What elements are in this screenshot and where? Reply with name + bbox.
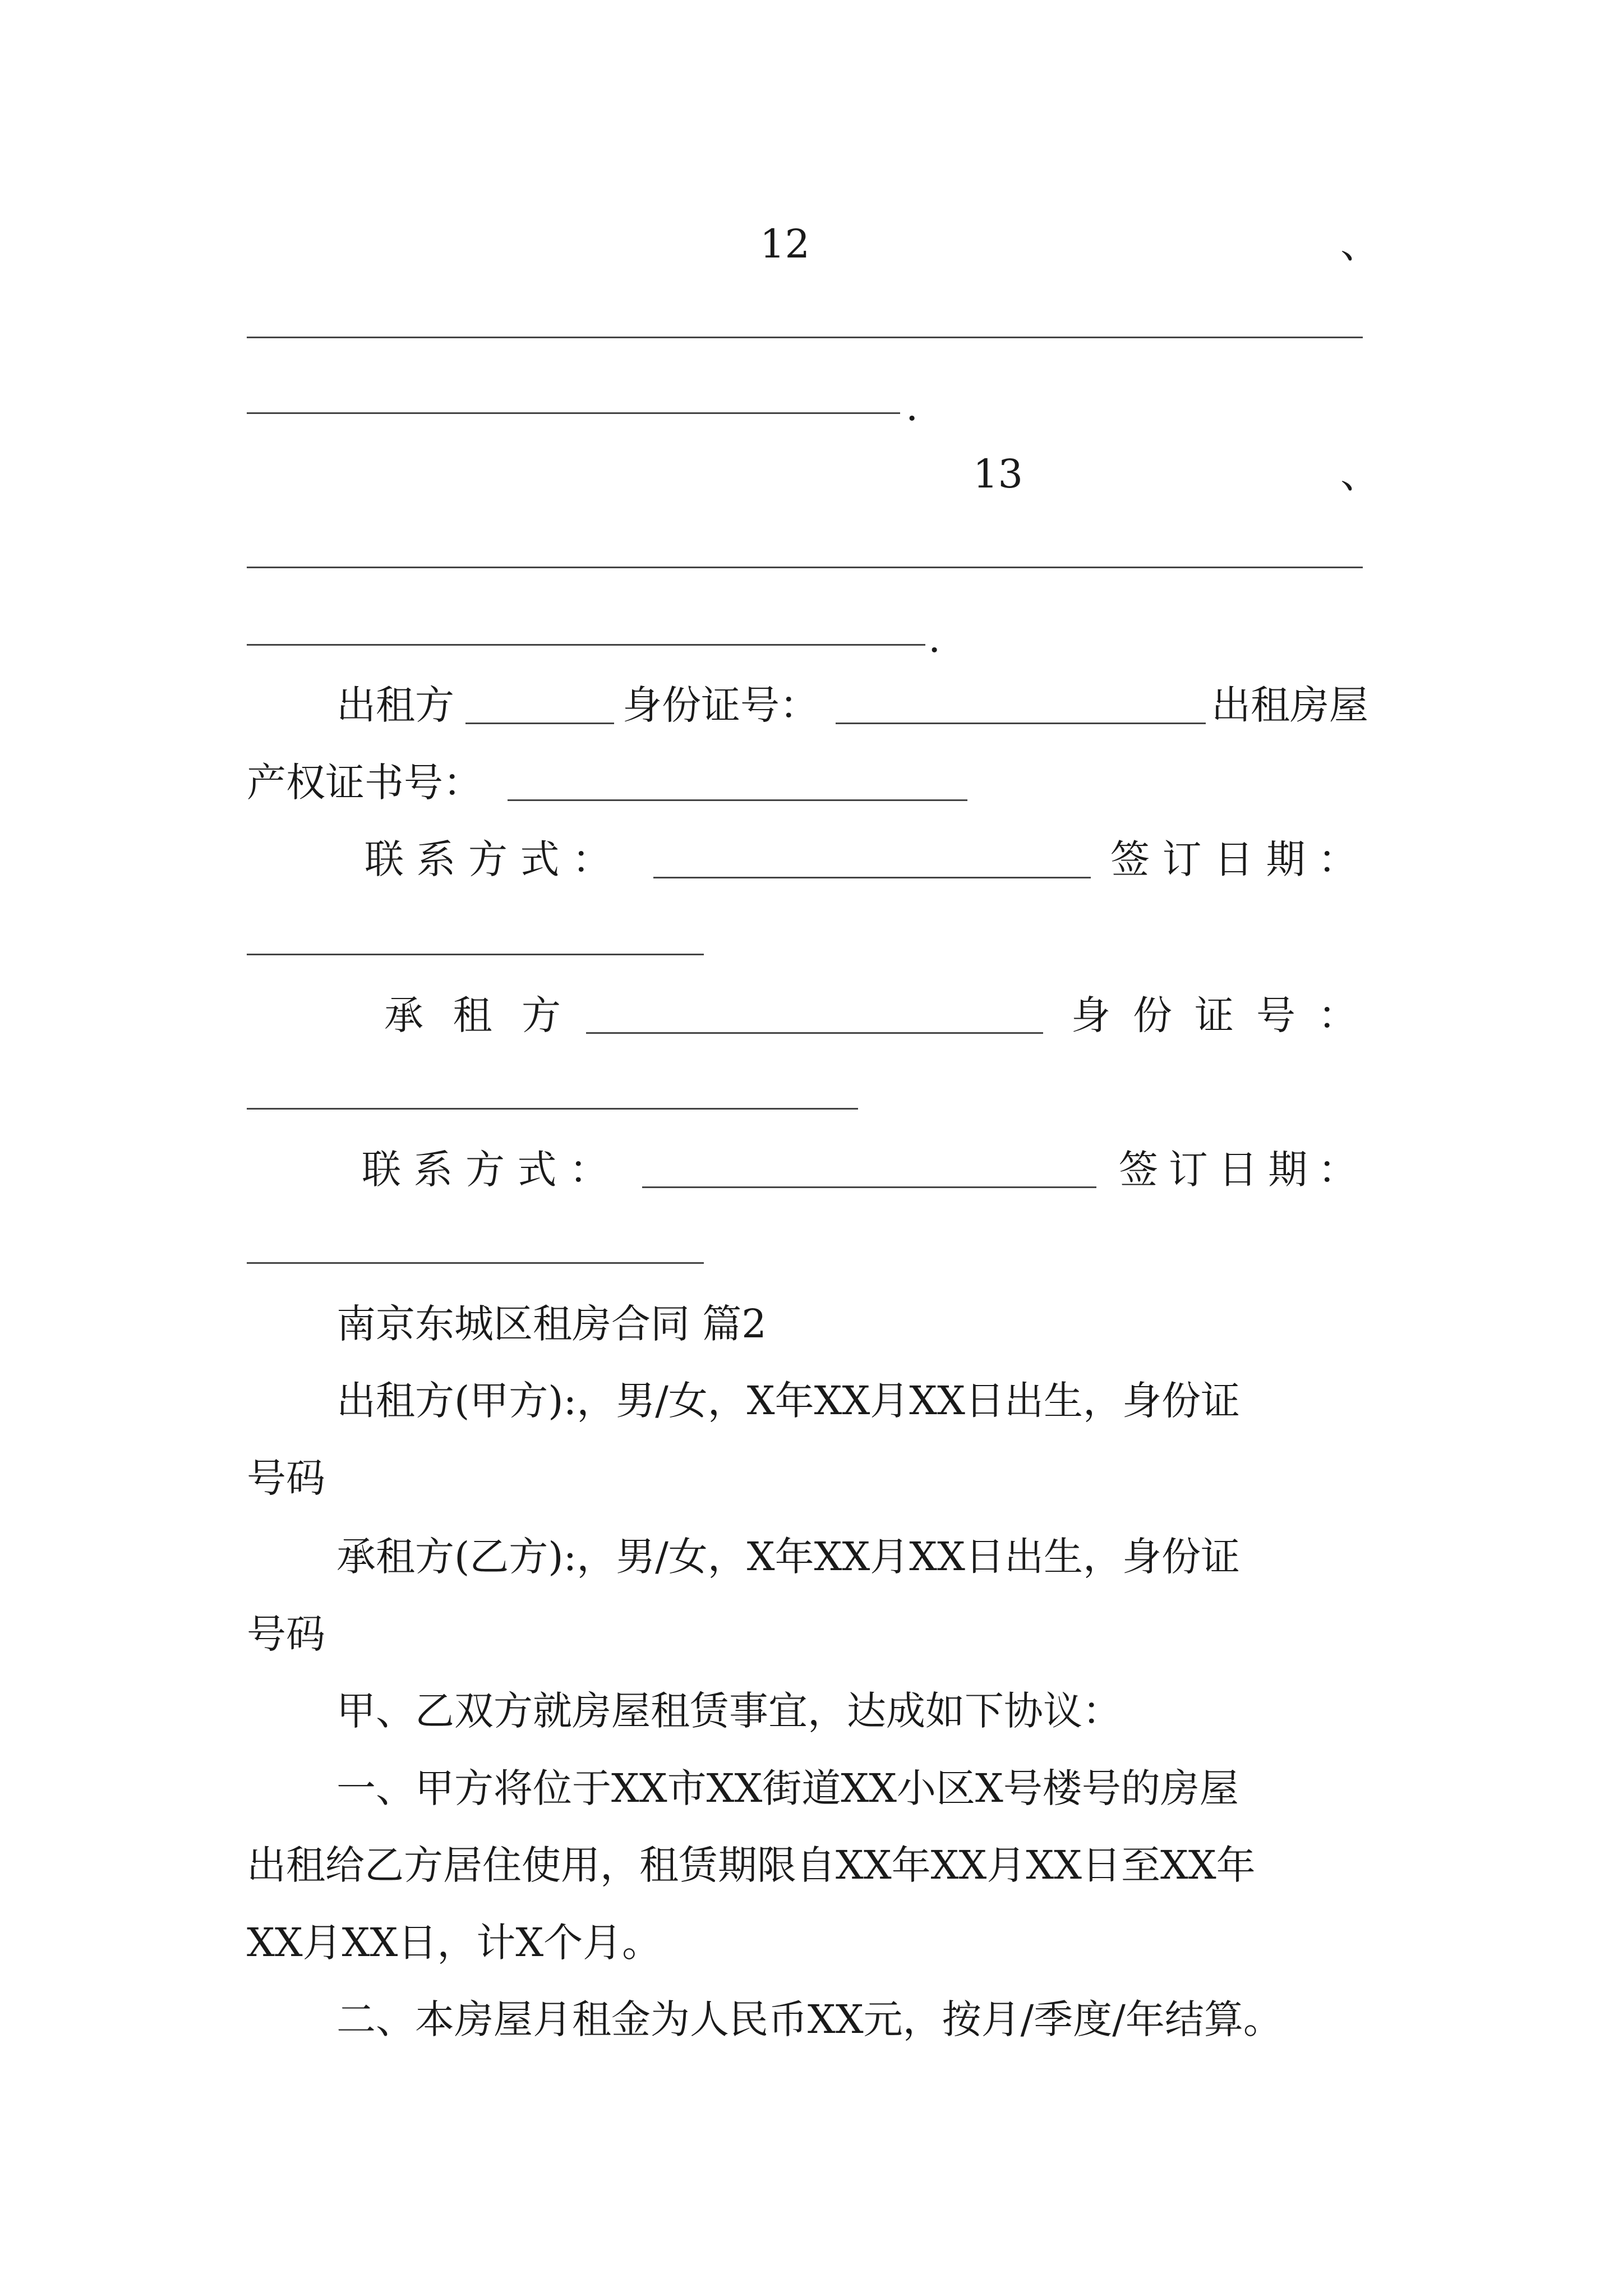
label-glyph: 联 (362, 1147, 401, 1193)
label-glyph: 日 (1214, 836, 1253, 882)
label-glyph: 方 (468, 836, 508, 882)
blank-line (247, 567, 1363, 568)
sign-date-blank-2 (247, 1262, 704, 1264)
section-title: 南京东城区租房合同 篇2 (336, 1301, 767, 1347)
sign-date-label-2 (1119, 1147, 1357, 1193)
label-glyph: ： (1318, 1147, 1357, 1193)
label-glyph: ： (569, 1147, 608, 1193)
label-glyph: 式 (517, 1147, 557, 1193)
label-glyph: 联 (365, 836, 404, 882)
label-glyph: 方 (522, 992, 561, 1038)
clause-1-line-3: XX月XX日，计X个月。 (247, 1920, 662, 1966)
label-glyph: ： (572, 836, 611, 882)
label-glyph: 身 (1071, 992, 1110, 1038)
lessor-label: 出租方 (336, 682, 454, 728)
label-glyph: 期 (1268, 1147, 1308, 1193)
label-glyph: 证 (1195, 992, 1234, 1038)
contact-blank-1 (653, 877, 1091, 878)
blank-line (247, 412, 900, 414)
cert-no-blank (508, 799, 967, 801)
label-glyph: ： (1318, 836, 1357, 882)
item-13-end: . (928, 615, 941, 661)
label-glyph: 租 (453, 992, 492, 1038)
item-13-mark: 、 (1340, 451, 1380, 497)
lessee-id-label (1071, 992, 1357, 1038)
blank-line (247, 644, 925, 646)
party-b-line-2: 号码 (247, 1611, 325, 1657)
rental-house-label: 出租房屋 (1211, 682, 1368, 728)
contact-label-1 (365, 836, 611, 882)
clause-1-line-1: 一、甲方将位于XX市XX街道XX小区X号楼号的房屋 (336, 1765, 1239, 1811)
item-12-number: 12 (760, 221, 810, 267)
sign-date-blank-1 (247, 954, 704, 955)
lessor-blank (465, 723, 614, 724)
label-glyph: ： (1318, 992, 1357, 1038)
clause-1-line-2: 出租给乙方居住使用，租赁期限自XX年XX月XX日至XX年 (247, 1842, 1256, 1888)
label-glyph: 订 (1168, 1147, 1208, 1193)
lessor-id-label: 身份证号： (623, 682, 819, 728)
lessee-id-blank (247, 1108, 858, 1110)
label-glyph: 系 (413, 1147, 453, 1193)
label-glyph: 系 (416, 836, 456, 882)
intro-paragraph: 甲、乙双方就房屋租赁事宜，达成如下协议： (336, 1688, 1122, 1734)
lessee-label (384, 992, 561, 1038)
clause-2-paragraph: 二、本房屋月租金为人民币XX元，按月/季度/年结算。 (336, 1996, 1283, 2042)
contact-label-2 (362, 1147, 608, 1193)
sign-date-label-1 (1110, 836, 1357, 882)
contact-blank-2 (642, 1186, 1096, 1188)
lessee-blank (586, 1032, 1043, 1034)
item-12-end: . (906, 384, 919, 430)
label-glyph: 日 (1218, 1147, 1258, 1193)
lessor-id-blank (836, 723, 1206, 724)
label-glyph: 承 (384, 992, 423, 1038)
label-glyph: 式 (520, 836, 560, 882)
blank-line (247, 337, 1363, 338)
label-glyph: 份 (1133, 992, 1172, 1038)
item-12-mark: 、 (1340, 221, 1380, 267)
label-glyph: 期 (1266, 836, 1306, 882)
label-glyph: 号 (1256, 992, 1295, 1038)
label-glyph: 方 (465, 1147, 505, 1193)
item-13-number: 13 (973, 451, 1023, 497)
party-a-line-2: 号码 (247, 1455, 325, 1501)
label-glyph: 订 (1162, 836, 1202, 882)
cert-no-label: 产权证书号： (247, 760, 482, 806)
label-glyph: 签 (1119, 1147, 1158, 1193)
label-glyph: 签 (1110, 836, 1150, 882)
party-b-line-1: 承租方(乙方):，男/女，X年XX月XX日出生，身份证 (336, 1534, 1240, 1580)
party-a-line-1: 出租方(甲方):，男/女，X年XX月XX日出生，身份证 (336, 1378, 1240, 1424)
